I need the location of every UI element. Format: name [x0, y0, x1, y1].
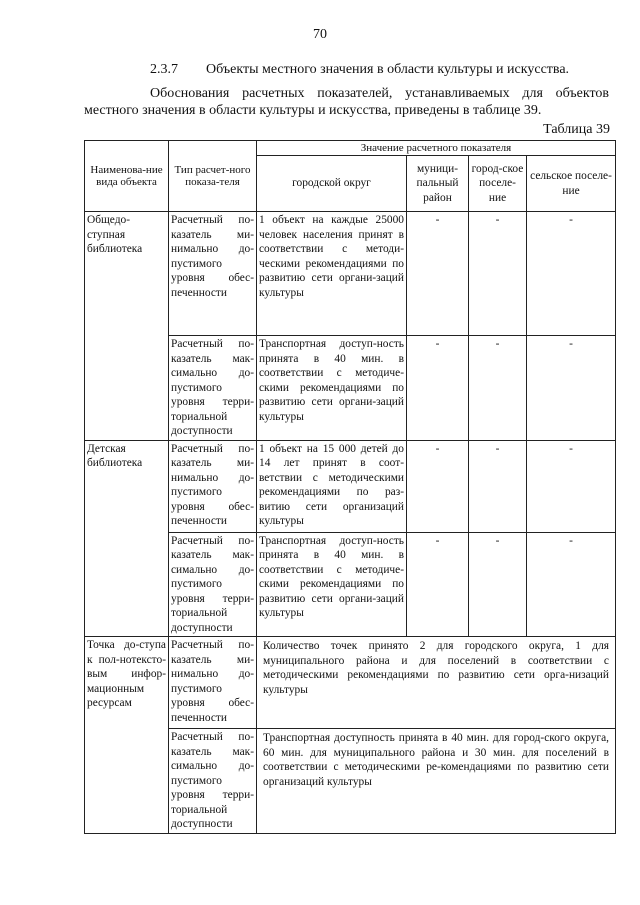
table-row	[85, 440, 616, 532]
row-urban-value: -	[469, 440, 527, 532]
section-title: Объекты местного значения в области культуры и искусства.	[206, 62, 570, 77]
section-heading	[150, 62, 610, 78]
row-indicator-type: Расчетный по-казатель ми-нимально до-пустимого уровня обес-печенности	[169, 637, 257, 729]
row-urban-value: -	[469, 532, 527, 637]
row-city-value: 1 объект на 15 000 детей до 14 лет принят в соот-ветствии с методическими рекомендациями по раз-витию сети организаций культуры	[257, 440, 407, 532]
table-row	[85, 637, 616, 729]
header-city: городской округ	[257, 156, 407, 212]
table-caption: Таблица 39	[543, 122, 610, 137]
indicators-table	[84, 140, 616, 834]
row-rural-value: -	[527, 532, 616, 637]
row-municipal-value: -	[407, 336, 469, 441]
header-urban: город-ское поселе-ние	[469, 156, 527, 212]
header-rural: сельское поселе-ние	[527, 156, 616, 212]
row-urban-value: -	[469, 336, 527, 441]
row-indicator-type: Расчетный по-казатель ми-нимально до-пустимого уровня обес-печенности	[169, 212, 257, 336]
row-rural-value: -	[527, 336, 616, 441]
row-rural-value: -	[527, 212, 616, 336]
row-indicator-type: Расчетный по-казатель мак-симально до-пустимого уровня терри-ториальной доступности	[169, 336, 257, 441]
row-object-name: Общедо-ступная библиотека	[85, 212, 169, 441]
row-indicator-type: Расчетный по-казатель мак-симально до-пустимого уровня терри-ториальной доступности	[169, 532, 257, 637]
row-indicator-type: Расчетный по-казатель мак-симально до-пустимого уровня терри-ториальной доступности	[169, 729, 257, 834]
row-urban-value: -	[469, 212, 527, 336]
page-number: 70	[313, 27, 327, 42]
row-city-value: Транспортная доступ-ность принята в 40 мин. в соответствии с методиче-скими рекомендациями по развитию сети органи-заций культуры	[257, 532, 407, 637]
header-municipal: муници-пальный район	[407, 156, 469, 212]
intro-paragraph: Обоснования расчетных показателей, устанавливаемых для объектов местного значения в области культуры и искусства, приведены в таблице 39.	[84, 86, 609, 118]
row-municipal-value: -	[407, 532, 469, 637]
row-municipal-value: -	[407, 440, 469, 532]
row-object-name: Точка до-ступа к пол-нотексто-вым инфор-мационным ресурсам	[85, 637, 169, 834]
row-city-value: Транспортная доступ-ность принята в 40 мин. в соответствии с методиче-скими рекомендациями по развитию сети органи-заций культуры	[257, 336, 407, 441]
row-merged-value: Транспортная доступность принята в 40 мин. для город-ского округа, 60 мин. для муниципального района и 30 мин. для поселений в соответствии с методическими ре-комендациями по развитию сети организаций культуры	[257, 729, 616, 834]
header-value-group: Значение расчетного показателя	[257, 141, 616, 156]
section-number: 2.3.7	[150, 62, 178, 77]
row-rural-value: -	[527, 440, 616, 532]
table-row	[85, 212, 616, 336]
row-municipal-value: -	[407, 212, 469, 336]
row-indicator-type: Расчетный по-казатель ми-нимально до-пустимого уровня обес-печенности	[169, 440, 257, 532]
row-merged-value: Количество точек принято 2 для городского округа, 1 для муниципального района и для поселений в соответствии с методическими рекомендациями по развитию сети орга-низаций культуры	[257, 637, 616, 729]
header-name: Наименова-ние вида объекта	[85, 141, 169, 212]
header-type: Тип расчет-ного показа-теля	[169, 141, 257, 212]
row-city-value: 1 объект на каждые 25000 человек населения принят в соответствии с методи-ческими рекомендациями по развитию сети органи-заций культуры	[257, 212, 407, 336]
row-object-name: Детская библиотека	[85, 440, 169, 637]
